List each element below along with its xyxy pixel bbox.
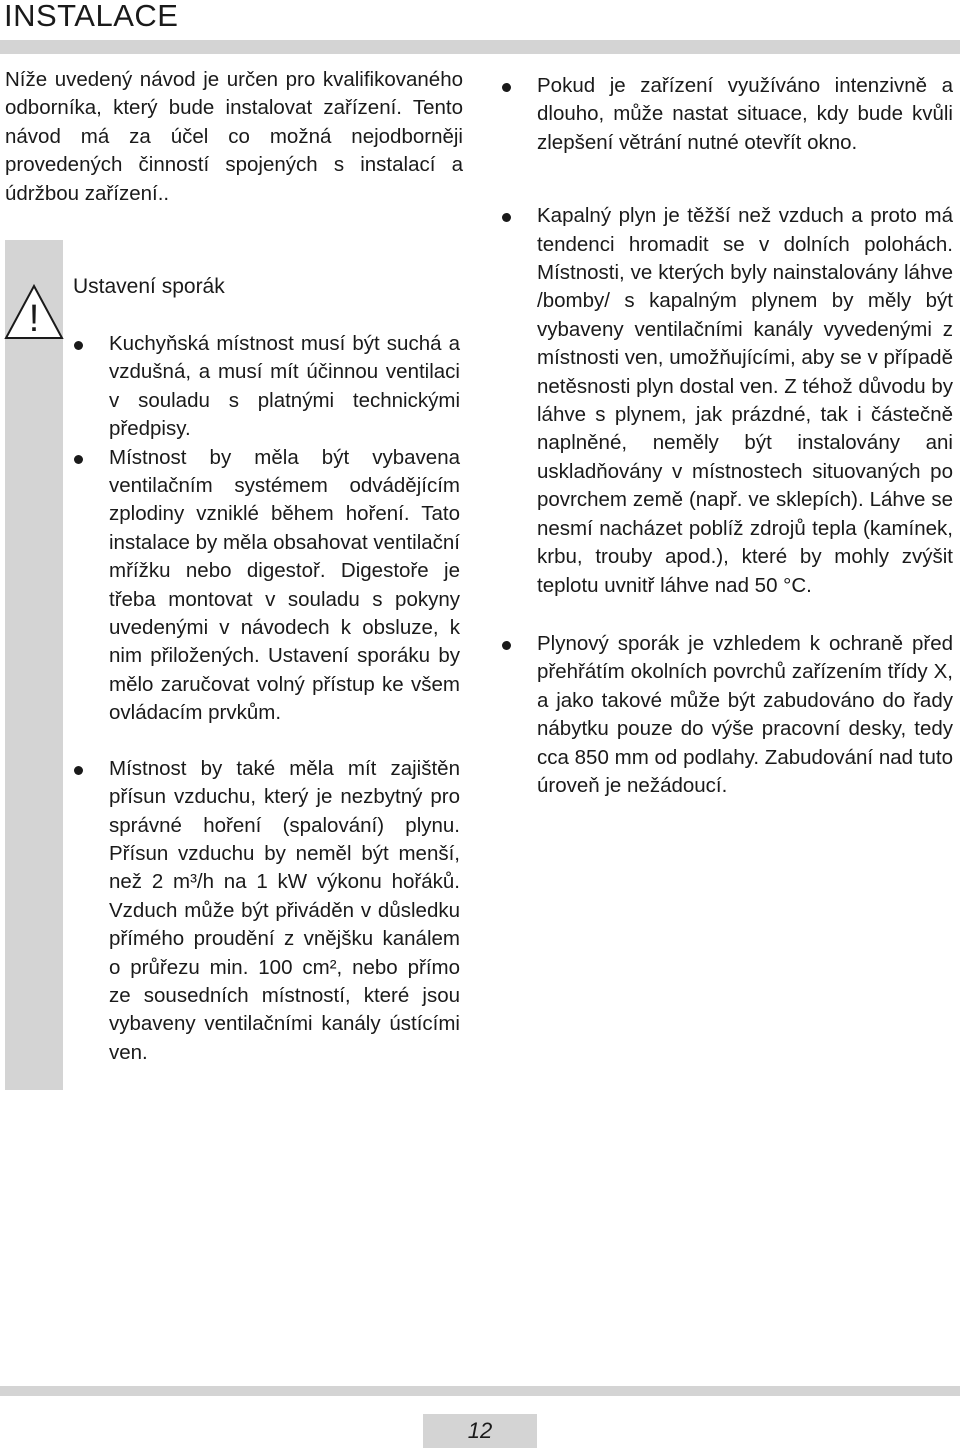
bullet-icon <box>74 455 83 464</box>
bullet-icon <box>74 766 83 775</box>
list-item-text: Kapalný plyn je těžší než vzduch a proto má tendenci hromadit se v dolních polohách. Místnosti, ve kterých byly nainstalovány láhve /bomby/ s kapalným plynem by měly být vybaveny ventilačními kanály vyvedenými z místnosti ven, umožňujícími, aby se v případě netěsnosti plyn dostal ven. Z téhož důvodu by láhve s plynem, jak prázdné, tak i částečně naplněné, neměly být instalovány ani uskladňovány v místnostech situovaných po povrchem země (např. ve sklepích). Láhve se nesmí nacházet poblíž zdrojů tepla (kamínek, krbu, trouby apod.), které by mohly zvýšit teplotu uvnitř láhve nad 50 °C. <box>537 204 953 597</box>
page-number-box <box>423 1414 537 1448</box>
title-divider-bar <box>0 40 960 54</box>
warning-sidebar <box>5 240 63 1090</box>
right-column-list <box>501 72 953 800</box>
list-item <box>73 444 460 728</box>
list-item-text: Plynový sporák je vzhledem k ochraně před přehřátím okolních povrchů zařízením třídy X, a jako takové může být zabudováno do řady nábytku pouze do výše pracovní desky, tedy cca 850 mm od podlahy. Zabudování nad tuto úroveň je nežádoucí. <box>537 631 953 797</box>
list-item <box>73 330 460 444</box>
bullet-icon <box>74 341 83 350</box>
installation-requirements-list <box>73 330 460 1067</box>
list-item <box>501 72 953 157</box>
bullet-icon <box>502 213 511 222</box>
list-item-text: Místnost by také měla mít zajištěn přísun vzduchu, který je nezbytný pro správné hoření (spalování) plynu. Přísun vzduchu by neměl být menší, než 2 m³/h na 1 kW výkonu hořáků. Vzduch může být přiváděn v důsledku přímého proudění z vnějšku kanálem o průřezu min. 100 cm², nebo přímo ze sousedních místností, které jsou vybaveny ventilačními kanály ústícími ven. <box>109 756 460 1064</box>
footer-divider-bar <box>0 1386 960 1396</box>
list-item <box>501 630 953 800</box>
list-item-text: Pokud je zařízení využíváno intenzivně a dlouho, může nastat situace, kdy bude kvůli zlepšení větrání nutné otevřít okno. <box>537 74 953 154</box>
list-item <box>73 755 460 1067</box>
bullet-icon <box>502 83 511 92</box>
svg-text:!: ! <box>28 298 40 340</box>
list-item-text: Kuchyňská místnost musí být suchá a vzdušná, a musí mít účinnou ventilaci v souladu s platnými technickými předpisy. <box>109 332 460 441</box>
warning-triangle-icon <box>4 284 64 340</box>
bullet-icon <box>502 641 511 650</box>
intro-paragraph: Níže uvedený návod je určen pro kvalifikovaného odborníka, který bude instalovat zařízení. Tento návod má za účel co možná nejodborněji provedených činností spojených s instalací a údržbou zařízení.. <box>5 68 463 205</box>
list-item <box>501 202 953 600</box>
page-title: INSTALACE <box>4 0 179 33</box>
page-number: 12 <box>467 1418 493 1443</box>
section-heading: Ustavení sporák <box>73 275 225 298</box>
list-item-text: Místnost by měla být vybavena ventilačním systémem odvádějícím zplodiny vzniklé během hoření. Tato instalace by měla obsahovat ventilační mřížku nebo digestoř. Digestoře je třeba montovat v souladu s pokyny uvedenými v návodech k obsluze, k nim přiložených. Ustavení sporáku by mělo zaručovat volný přístup ke všem ovládacím prvkům. <box>109 445 460 725</box>
